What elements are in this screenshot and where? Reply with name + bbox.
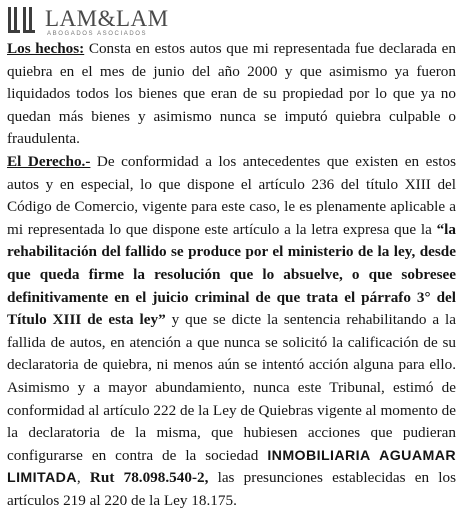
company-rut: Rut 78.098.540-2, [89,469,209,487]
firm-subtitle: ABOGADOS ASOCIADOS [47,31,148,37]
derecho-text-2: y que se dicte la sentencia rehabilitando a la fallida de autos, en atención a que nunca se solicitó la calificación de su declaratoria de quiebra, ni menos aún se intentó acción alguna para ello. Asimismo y a mayor abundamiento, nunca este Tribunal, estimó de conformidad al artículo 222 de la Ley de Quiebras vigente al momento de la declaratoria de la misma, que hubiesen acciones que pudieran configurarse en contra de la sociedad [7,311,456,464]
hechos-heading: Los hechos: [7,40,85,57]
firm-name: LAM&LAM [45,6,169,31]
hechos-paragraph [7,38,456,151]
letterhead [7,6,207,40]
derecho-paragraph [7,151,456,512]
hechos-text: Consta en estos autos que mi representada fue declarada en quiebra en el mes de junio del año 2000 y que asimismo ya fueron liquidados todos los bienes que eran de su propiedad por lo que ya no quedan más bienes y asimismo nunca se imputó quiebra culpable o fraudulenta. [7,40,456,148]
company-name: INMOBILIARIA AGUAMAR LIMITADA [7,447,456,487]
derecho-text-3: , [76,469,90,487]
derecho-heading: El Derecho.- [7,152,91,170]
law-quote: “la rehabilitación del fallido se produce por el ministerio de la ley, desde que queda firme la resolución que lo absuelve, o que sobresee definitivamente en el juicio criminal de que trata el párrafo 3° del Título XIII de esta ley” [7,220,456,329]
derecho-text-4: las presunciones establecidas en los artículos 219 al 220 de la Ley 18.175. [7,469,456,509]
document-body [7,38,456,512]
derecho-text-1: De conformidad a los antecedentes que existen en estos autos y en especial, lo que dispone el artículo 236 del título XIII del Código de Comercio, vigente para este caso, le es plenamente aplicable a mi representada lo que dispone este artículo a la letra expresa que la [7,152,456,238]
firm-logo-icon [7,6,37,34]
